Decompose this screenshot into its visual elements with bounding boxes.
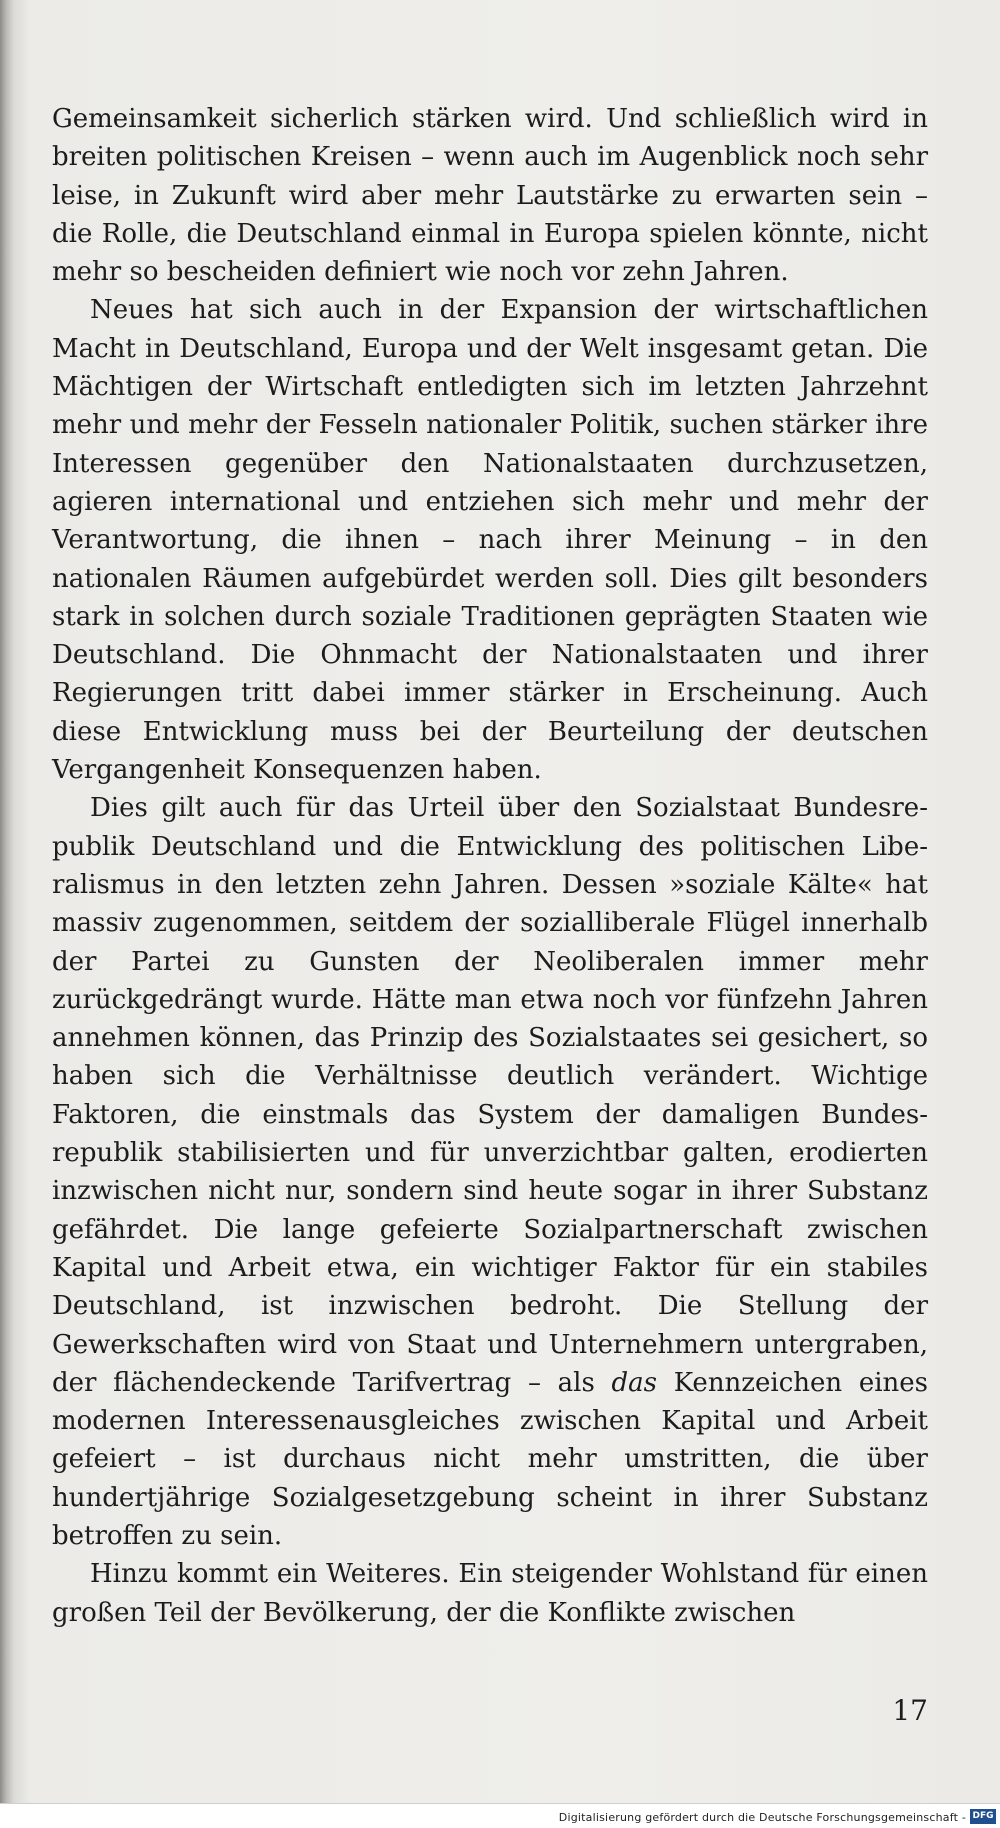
page-number: 17 — [892, 1694, 928, 1727]
paragraph-3-emphasis: das — [611, 1367, 658, 1398]
paragraph-4: Hinzu kommt ein Weiteres. Ein steigender Wohlstand für einen großen Teil der Bevölkerung, der die Konflikte zwischen — [52, 1559, 928, 1628]
paragraph-3-part-2: Kennzeichen eines modernen Interessenausgleiches zwischen Kapital und Arbeit gefeiert – ist durchaus nicht mehr umstritten, die über hundertjährige Sozialgesetzgebung scheint in ihrer Substanz betroffen zu sein. — [52, 1367, 928, 1551]
paragraph-1: Gemeinsamkeit sicherlich stärken wird. Und schließlich wird in breiten politischen Kreisen – wenn auch im Augenblick noch sehr leise, in Zukunft wird aber mehr Lautstärke zu erwarten sein – die Rolle, die Deutschland einmal in Europa spielen könnte, nicht mehr so bescheiden definiert wie noch vor zehn Jahren. — [52, 104, 928, 288]
paragraph-3-connector: als — [541, 1367, 612, 1398]
paragraph-2: Neues hat sich auch in der Expansion der wirtschaftlichen Macht in Deutschland, Europa und der Welt insgesamt getan. Die Mächtigen der Wirtschaft entledigten sich im letzten Jahrzehnt mehr und mehr der Fesseln nationaler Politik, suchen stärker ihre Interessen gegenüber den Nationalstaaten durchzusetzen, agieren international und entziehen sich mehr und mehr der Verantwortung, die ihnen – nach ihrer Meinung – in den nationalen Räumen aufgebürdet werden soll. Dies gilt besonders stark in solchen durch soziale Traditionen geprägten Staaten wie Deutschland. Die Ohnmacht der Nationalstaaten und ihrer Regierungen tritt dabei immer stärker in Erscheinung. Auch diese Entwicklung muss bei der Beurteilung der deutschen Vergangenheit Konsequenzen haben. — [52, 295, 928, 786]
body-text — [52, 100, 928, 1632]
digitization-footer — [0, 1803, 1000, 1828]
paragraph-3 — [52, 789, 928, 1555]
footer-credit: Digitalisierung gefördert durch die Deutsche Forschungsgemeinschaft - — [558, 1811, 966, 1824]
dfg-logo-icon: DFG — [970, 1809, 996, 1824]
paragraph-3-part-1: Dies gilt auch für das Urteil über den Sozialstaat Bundesrepublik Deutschland und die Entwicklung des politischen Liberalismus in den letzten zehn Jahren. Dessen »soziale Kälte« hat massiv zugenommen, seitdem der sozialliberale Flügel innerhalb der Partei zu Gunsten der Neoliberalen immer mehr zurückgedrängt wurde. Hätte man etwa noch vor fünfzehn Jahren annehmen können, das Prinzip des Sozialstaates sei gesichert, so haben sich die Verhältnisse deutlich verändert. Wichtige Faktoren, die einstmals das System der damaligen Bundesrepublik stabilisierten und für unverzichtbar galten, erodierten inzwischen nicht nur, sondern sind heute sogar in ihrer Substanz gefährdet. Die lange gefeierte Sozialpartnerschaft zwischen Kapital und Arbeit etwa, ein wichtiger Faktor für ein stabiles Deutschland, ist inzwischen bedroht. Die Stellung der Gewerkschaften wird von Staat und Unternehmern untergraben, der flächendeckende Tarifvertrag – — [52, 793, 928, 1398]
